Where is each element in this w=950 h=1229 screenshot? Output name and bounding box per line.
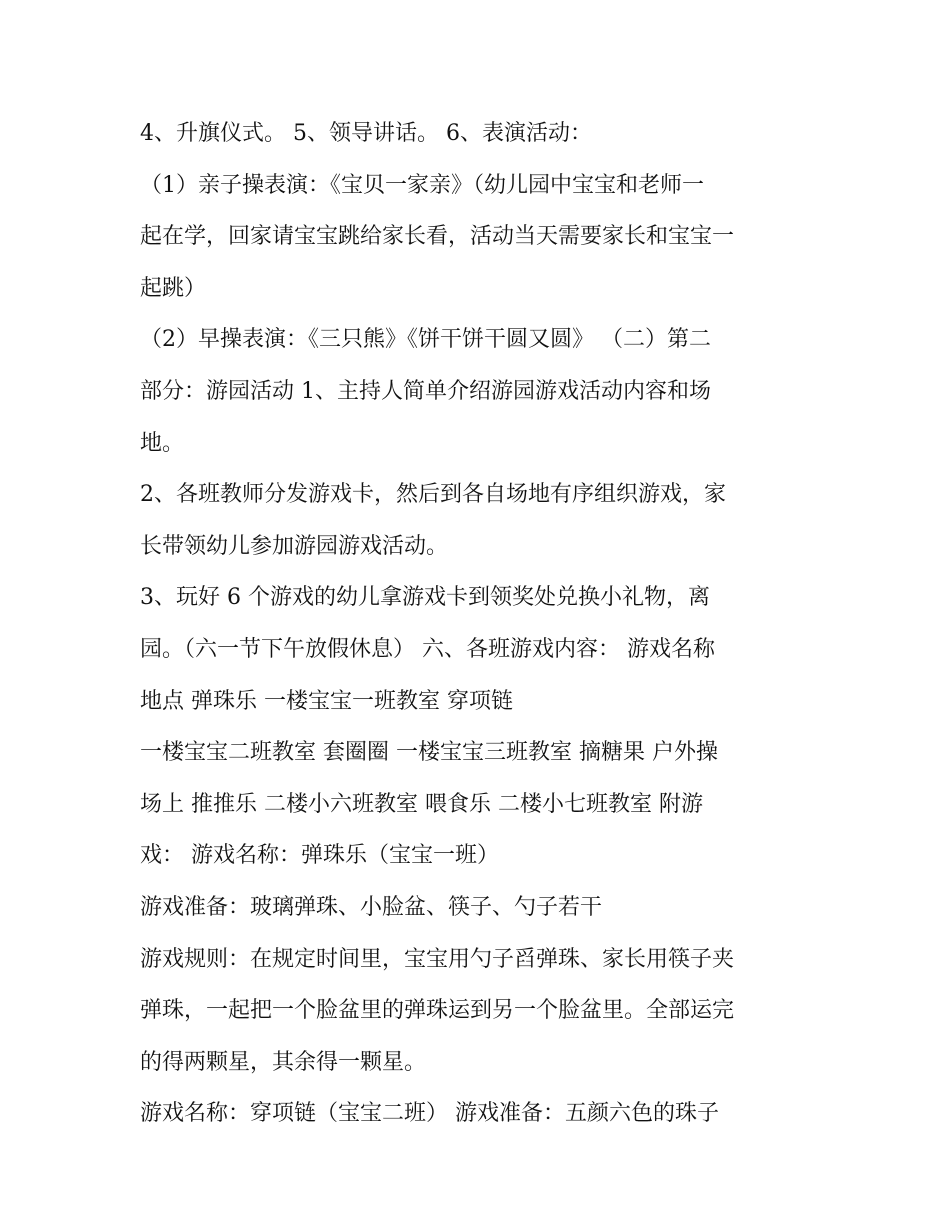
text-line: 场上 推推乐 二楼小六班教室 喂食乐 二楼小七班教室 附游	[140, 791, 703, 817]
text-line: 戏： 游戏名称：弹珠乐（宝宝一班）	[140, 843, 499, 869]
text-line: 4、升旗仪式。 5、领导讲话。 6、表演活动：	[140, 121, 592, 146]
text-line: 园。（六一节下午放假休息） 六、各班游戏内容： 游戏名称	[140, 636, 715, 662]
document-body	[140, 108, 830, 1140]
text-line: 2、各班教师分发游戏卡，然后到各自场地有序组织游戏，家	[140, 482, 726, 508]
text-line: 长带领幼儿参加游园游戏活动。	[140, 533, 449, 559]
text-line: 3、玩好 6 个游戏的幼儿拿游戏卡到领奖处兑换小礼物，离	[140, 585, 710, 611]
text-line: （1）亲子操表演：《宝贝一家亲》（幼儿园中宝宝和老师一	[140, 172, 704, 198]
text-line: 弹珠，一起把一个脸盆里的弹珠运到另一个脸盆里。全部运完	[140, 998, 735, 1024]
text-line: （2）早操表演：《三只熊》《饼干饼干圆又圆》 （二）第二	[140, 327, 711, 353]
text-line: 游戏名称：穿项链（宝宝二班） 游戏准备：五颜六色的珠子	[140, 1101, 719, 1127]
text-line: 地点 弹珠乐 一楼宝宝一班教室 穿项链	[140, 688, 513, 714]
text-line: 地。	[140, 430, 185, 456]
text-line: 游戏规则：在规定时间里，宝宝用勺子舀弹珠、家长用筷子夹	[140, 946, 735, 972]
text-line: 起跳）	[140, 275, 207, 301]
text-line: 起在学，回家请宝宝跳给家长看，活动当天需要家长和宝宝一	[140, 224, 735, 250]
text-line: 一楼宝宝二班教室 套圈圈 一楼宝宝三班教室 摘糖果 户外操	[140, 740, 718, 766]
text-line: 游戏准备：玻璃弹珠、小脸盆、筷子、勺子若干	[140, 894, 603, 920]
text-line: 的得两颗星，其余得一颗星。	[140, 1049, 427, 1075]
text-line: 部分：游园活动 1、主持人简单介绍游园游戏活动内容和场	[140, 378, 711, 404]
